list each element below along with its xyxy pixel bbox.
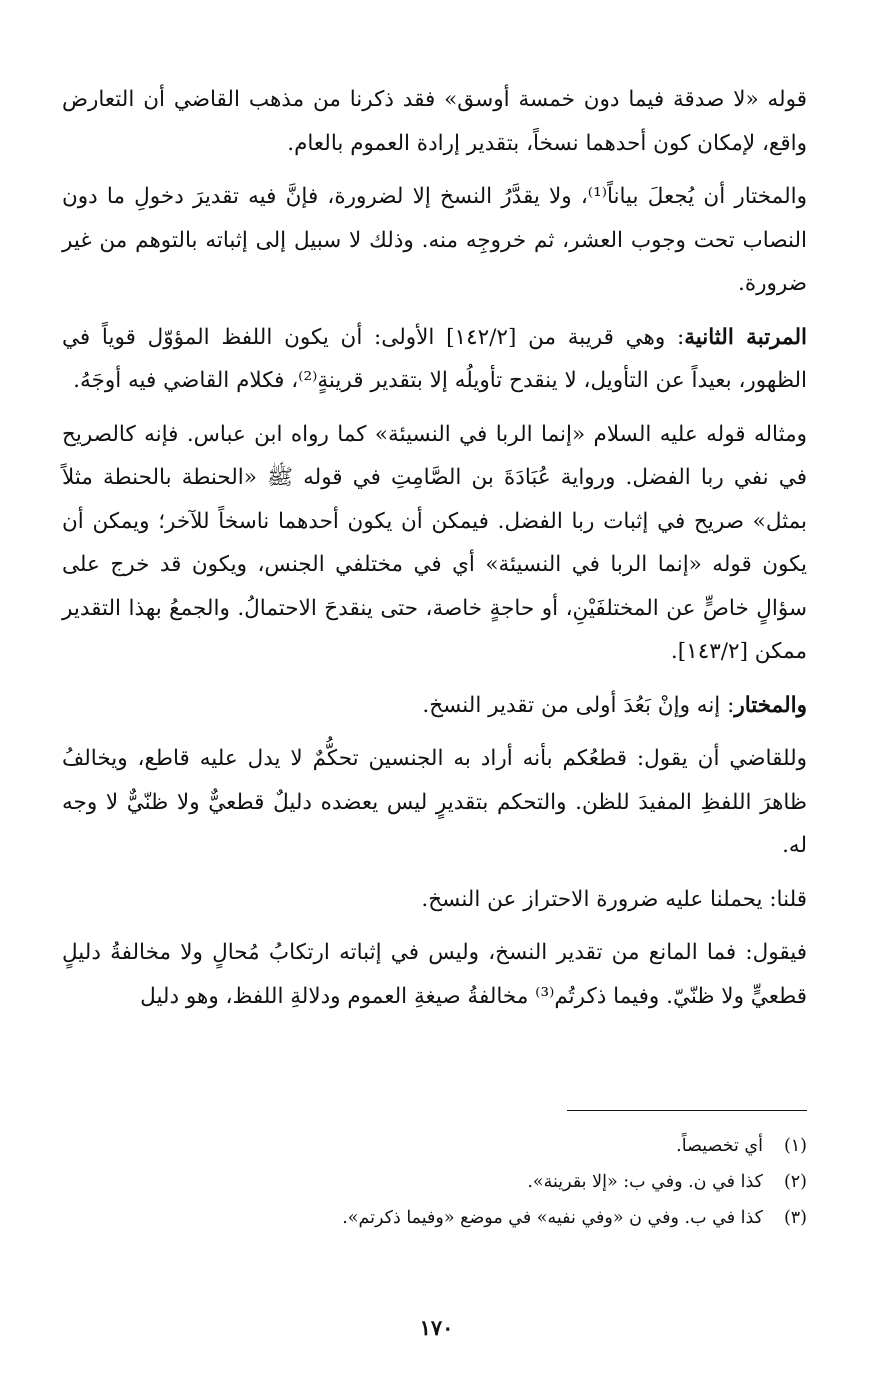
footnote-2-text: كذا في ن. وفي ب: «إلا بقرينة».	[527, 1172, 763, 1192]
page-number: ١٧٠	[419, 1315, 454, 1340]
footnote-1	[62, 1128, 807, 1164]
paragraph-4-text: ومثاله قوله عليه السلام «إنما الربا في النسيئة» كما رواه ابن عباس. فإنه كالصريح في نفي ربا الفضل. ورواية عُبَادَةَ بن الصَّامِتِ في قوله ﷺ «الحنطة بالحنطة مثلاً بمثل» صريح في إثبات ربا الفضل. فيمكن أن يكون أحدهما ناسخاً للآخر؛ ويمكن أن يكون قوله «إنما الربا في النسيئة» أي في مختلفي الجنس، ويكون قد خرج على سؤالٍ خاصٍّ عن المختلفَيْنِ، أو حاجةٍ خاصة، حتى ينقدحَ الاحتمالُ. والجمعُ بهذا التقدير ممكن [١٤٣/٢].	[62, 421, 807, 664]
paragraph-6-text: وللقاضي أن يقول: قطعُكم بأنه أراد به الجنسين تحكُّمٌ لا يدل عليه قاطع، ويخالفُ ظاهرَ اللفظِ المفيدَ للظن. والتحكم بتقديرٍ ليس يعضده دليلٌ قطعيٌّ ولا ظنّيٌّ لا وجه له.	[62, 746, 807, 858]
footnotes	[62, 1128, 807, 1236]
paragraph-2	[62, 175, 807, 306]
paragraph-7-text: قلنا: يحملنا عليه ضرورة الاحتراز عن النسخ.	[421, 886, 807, 912]
footnote-3-text: كذا في ب. وفي ن «وفي نفيه» في موضع «وفيما ذكرتم».	[342, 1208, 763, 1228]
paragraph-4	[62, 413, 807, 674]
footnote-2-number: (٢)	[783, 1172, 807, 1192]
paragraph-3	[62, 316, 807, 403]
paragraph-8	[62, 931, 807, 1018]
paragraph-1-text: قوله «لا صدقة فيما دون خمسة أوسق» فقد ذكرنا من مذهب القاضي أن التعارض واقع، لإمكان كون أحدهما نسخاً، بتقدير إرادة العموم بالعام.	[62, 87, 807, 156]
paragraph-2-text: والمختار أن يُجعلَ بياناً⁽¹⁾، ولا يقدَّرُ النسخ إلا لضرورة، فإنَّ فيه تقديرَ دخولِ ما دون النصاب تحت وجوب العشر، ثم خروجِه منه. وذلك لا سبيل إلى إثباته بالتوهم من غير ضرورة.	[62, 184, 807, 296]
paragraph-8-text: فيقول: فما المانع من تقدير النسخ، وليس في إثباته ارتكابُ مُحالٍ ولا مخالفةُ دليلٍ قطعيٍّ ولا ظنّيّ. وفيما ذكرتُم⁽³⁾ مخالفةُ صيغةِ العموم ودلالةِ اللفظ، وهو دليل	[62, 940, 807, 1009]
footnote-1-text: أي تخصيصاً.	[676, 1136, 763, 1156]
paragraph-5-text: : إنه وإنْ بَعُدَ أولى من تقدير النسخ.	[422, 692, 735, 718]
paragraph-3-text: : وهي قريبة من [١٤٢/٢] الأولى: أن يكون اللفظ المؤوّل قوياً في الظهور، بعيداً عن التأويل، لا ينقدح تأويلُه إلا بتقدير قرينةٍ⁽²⁾، فكلام القاضي فيه أوجَهُ.	[62, 324, 807, 393]
paragraph-5	[62, 684, 807, 728]
footnote-2	[62, 1164, 807, 1200]
paragraph-6	[62, 737, 807, 868]
paragraph-1	[62, 78, 807, 165]
footnote-divider	[567, 1110, 807, 1111]
paragraph-3-heading: المرتبة الثانية	[684, 324, 808, 350]
paragraph-7	[62, 878, 807, 922]
paragraph-5-heading: والمختار	[734, 692, 807, 718]
footnote-3	[62, 1200, 807, 1236]
footnote-1-number: (١)	[783, 1136, 807, 1156]
footnote-3-number: (٣)	[783, 1208, 807, 1228]
